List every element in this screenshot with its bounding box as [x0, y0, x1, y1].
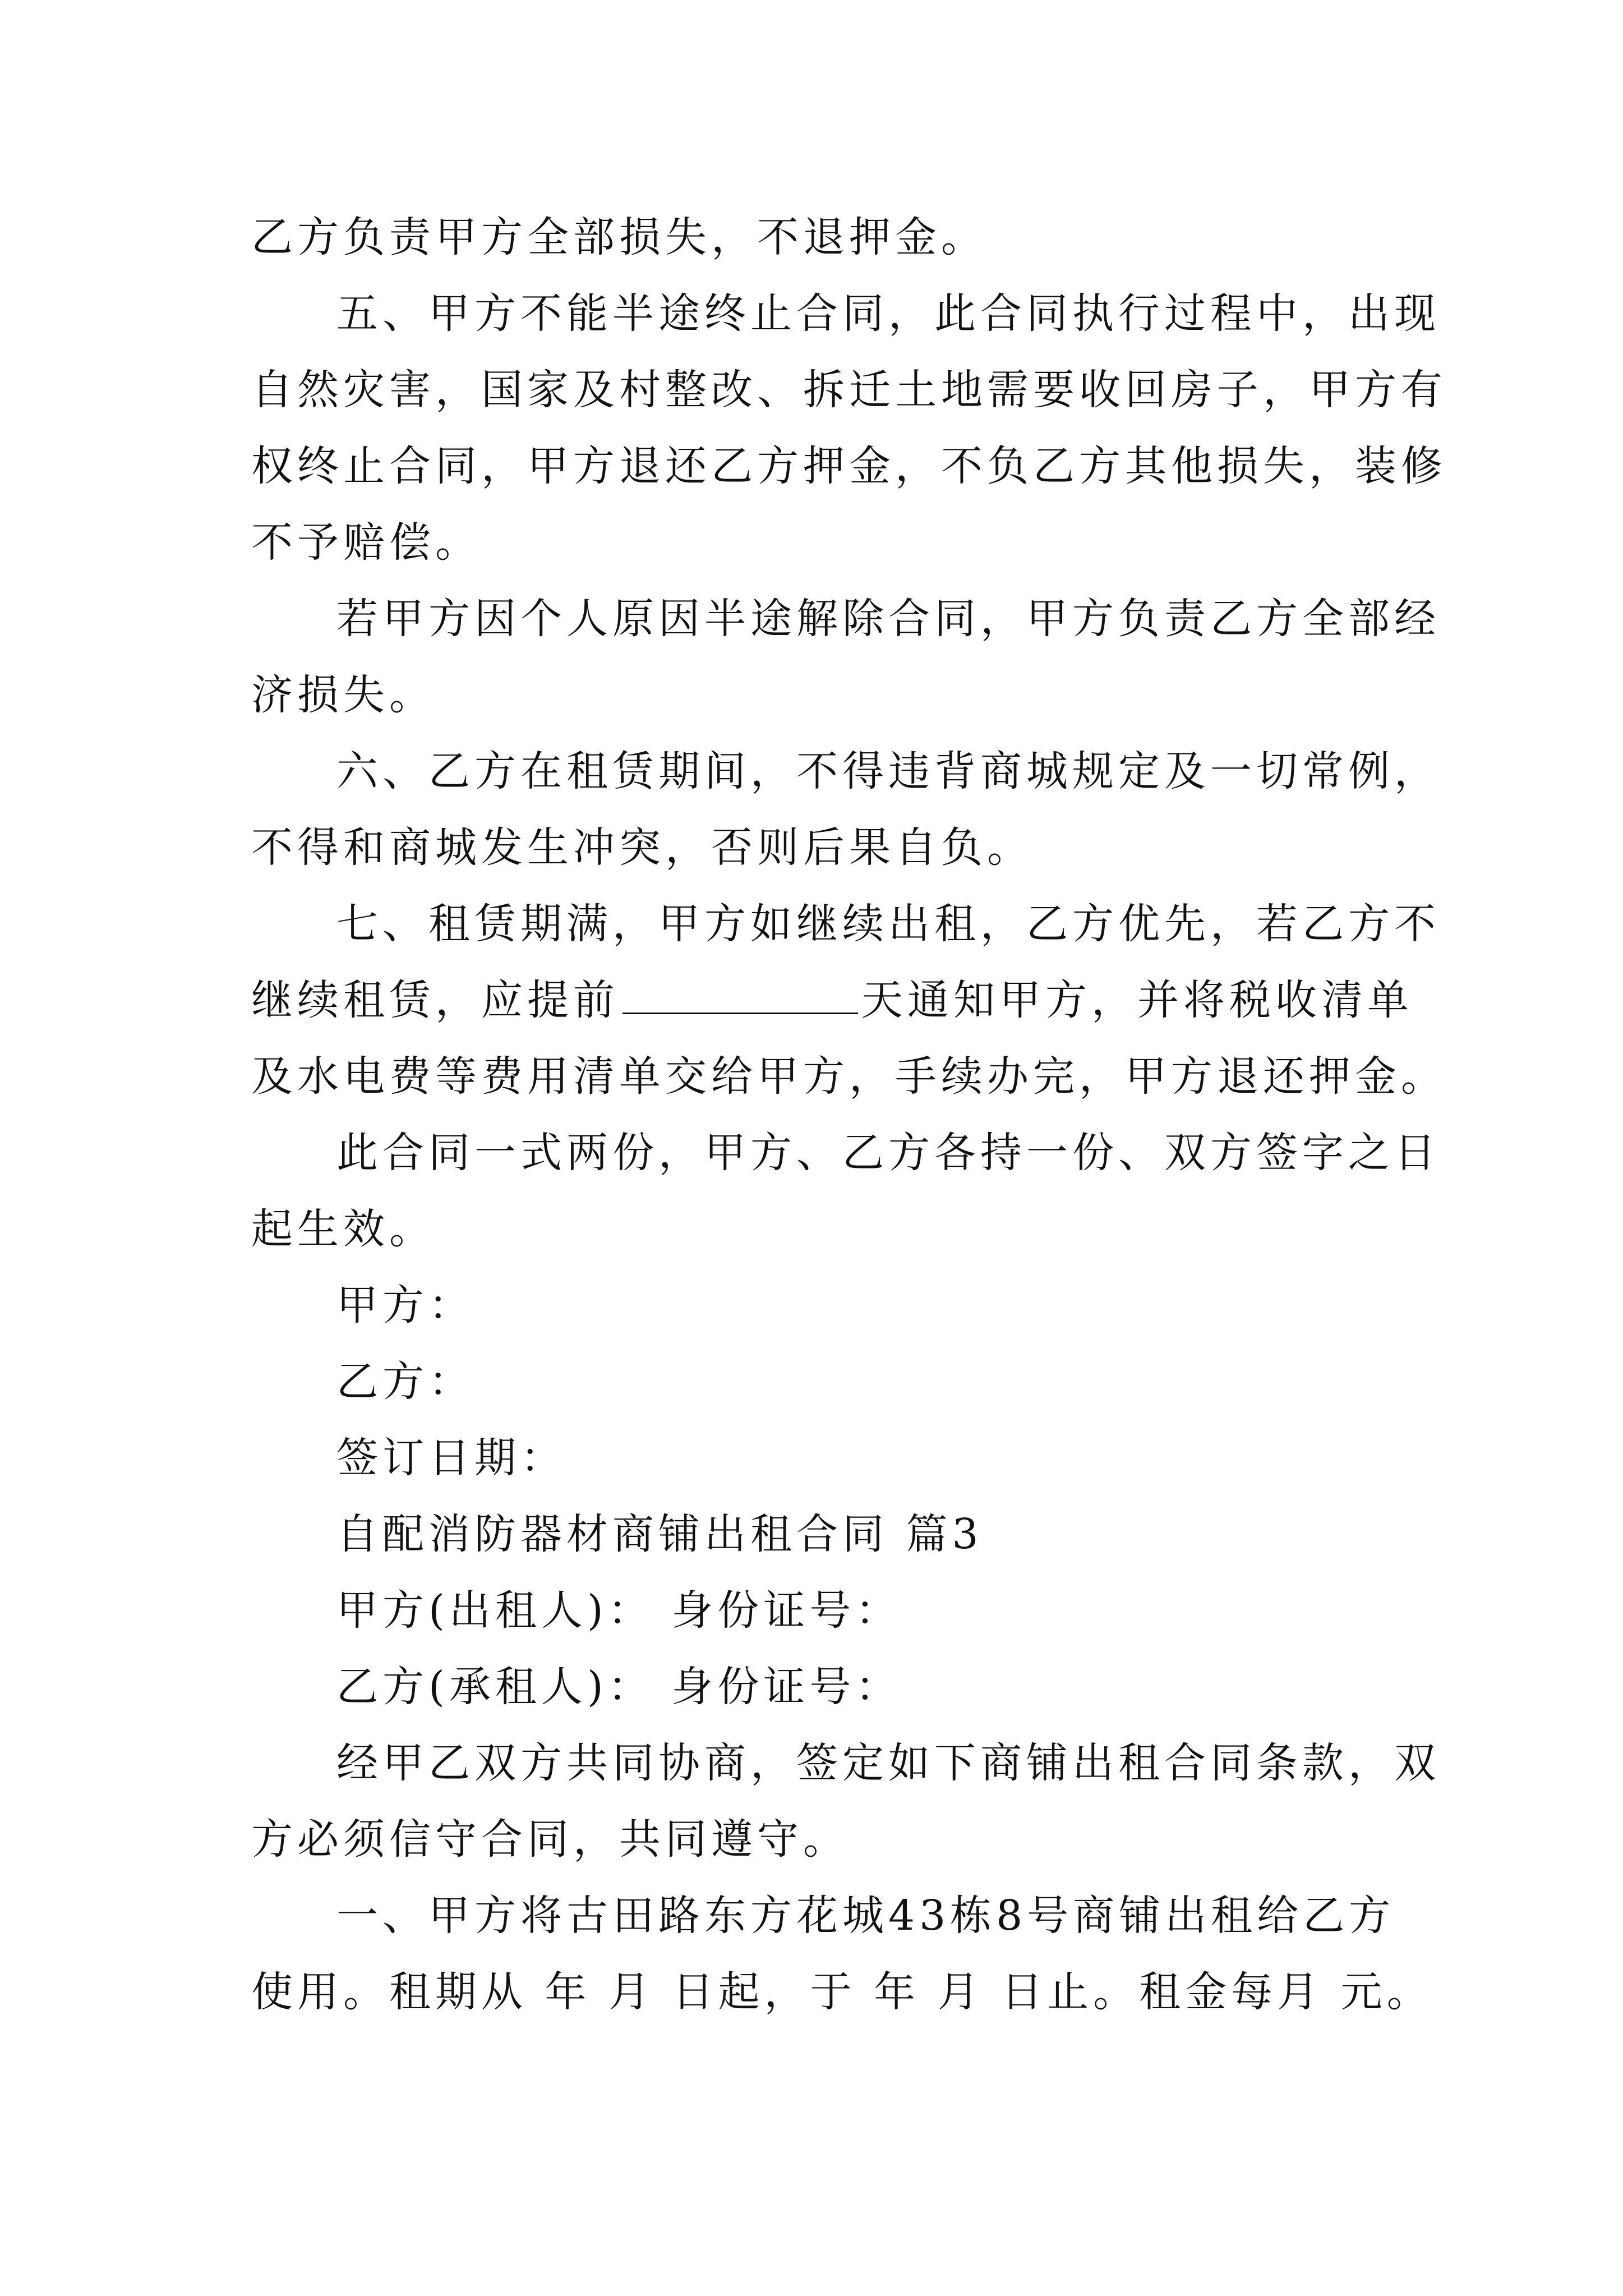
- signing-date-label: 签订日期：: [336, 1434, 566, 1482]
- text-line: 乙方负责甲方全部损失，不退押金。: [251, 213, 987, 261]
- lessor-id-line: 甲方(出租人)： 身份证号：: [336, 1586, 902, 1635]
- paragraph-termination-line: 若甲方因个人原因半途解除合同，甲方负责乙方全部经: [336, 595, 1440, 643]
- fill-in-blank: [623, 979, 858, 1014]
- lessee-id-line: 乙方(承租人)： 身份证号：: [336, 1663, 902, 1711]
- paragraph-one-line: 一、甲方将古田路东方花城43栋8号商铺出租给乙方: [336, 1892, 1395, 1940]
- text-line: 不得和商城发生冲突，否则后果自负。: [251, 823, 1033, 872]
- text-line: 济损失。: [251, 671, 435, 719]
- text-after-blank: 天通知甲方，并将税收清单: [861, 976, 1413, 1024]
- text-line: 自然灾害，国家及村整改、拆迁土地需要收回房子，甲方有: [251, 366, 1447, 414]
- text-line: 不予赔偿。: [251, 518, 481, 567]
- party-b-signature-label: 乙方：: [336, 1358, 474, 1406]
- paragraph-copies-line: 此合同一式两份，甲方、乙方各持一份、双方签字之日: [336, 1129, 1440, 1177]
- text-line: 及水电费等费用清单交给甲方，手续办完，甲方退还押金。: [251, 1052, 1447, 1101]
- text-line: 使用。租期从 年 月 日起，于 年 月 日止。租金每月 元。: [251, 1968, 1433, 2016]
- paragraph-seven-line: 七、租赁期满，甲方如继续出租，乙方优先，若乙方不: [336, 900, 1440, 948]
- section-title: 自配消防器材商铺出租合同 篇3: [336, 1510, 983, 1558]
- paragraph-six-line: 六、乙方在租赁期间，不得违背商城规定及一切常例，: [336, 747, 1440, 795]
- text-line: 权终止合同，甲方退还乙方押金，不负乙方其他损失，装修: [251, 442, 1447, 490]
- paragraph-five-line: 五、甲方不能半途终止合同，此合同执行过程中，出现: [336, 289, 1440, 338]
- text-before-blank: 继续租赁，应提前: [251, 976, 619, 1024]
- party-a-signature-label: 甲方：: [336, 1281, 474, 1329]
- text-line: 起生效。: [251, 1205, 435, 1253]
- text-line-with-blank: [251, 962, 1413, 1038]
- text-line: 方必须信守合同，共同遵守。: [251, 1815, 849, 1864]
- paragraph-agreement-line: 经甲乙双方共同协商，签定如下商铺出租合同条款，双: [336, 1739, 1440, 1787]
